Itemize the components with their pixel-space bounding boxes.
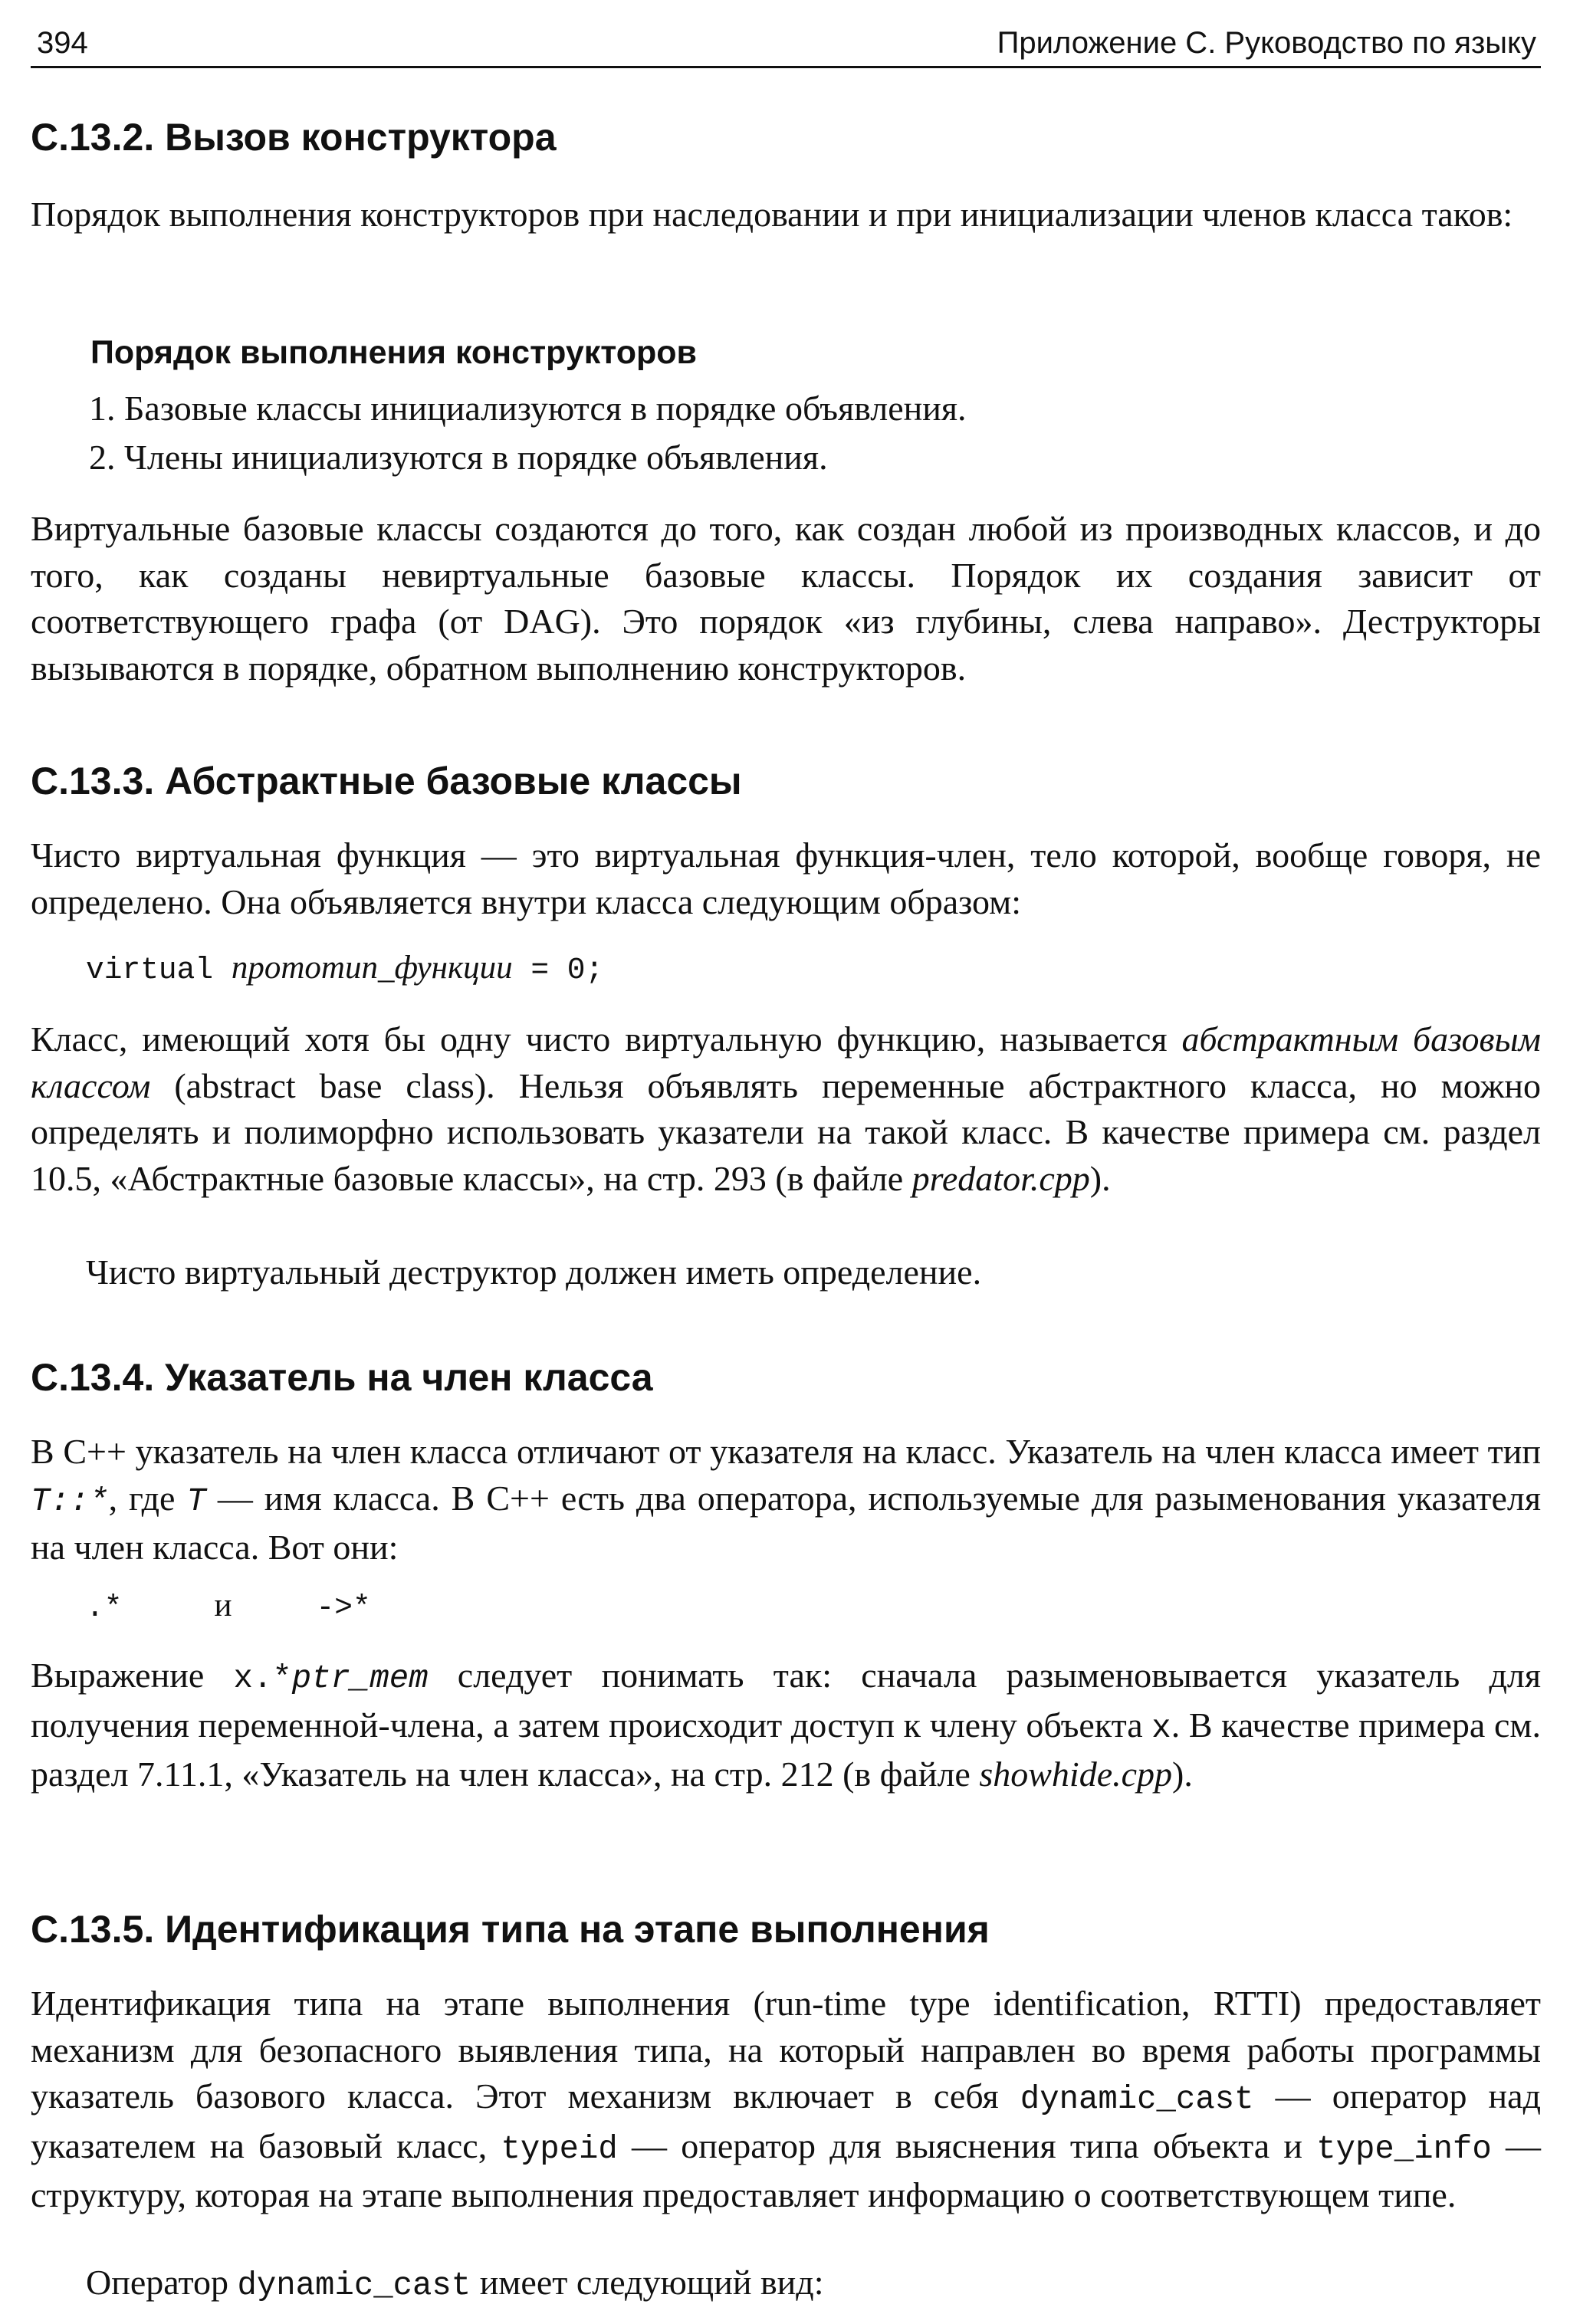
code-member-operators: .* и ->* bbox=[86, 1587, 371, 1625]
section-heading-c13-5: C.13.5. Идентификация типа на этапе выполнения bbox=[31, 1908, 990, 1951]
section-heading-c13-2: C.13.2. Вызов конструктора bbox=[31, 116, 557, 159]
paragraph-virtual-bases: Виртуальные базовые классы создаются до того, как создан любой из производных классов, и до того, как созданы невиртуальные базовые классы. Порядок их создания зависит от соответствующего графа (от DAG). Это порядок «из глубины, слева направо». Деструкторы вызываются в порядке, обратном выполнению конструкторов. bbox=[31, 509, 1541, 688]
code-pure-virtual: virtual прототип_функции = 0; bbox=[86, 950, 604, 987]
box-heading-constructor-order: Порядок выполнения конструкторов bbox=[90, 334, 697, 371]
list-item-1: 1. Базовые классы инициализуются в порядке объявления. bbox=[89, 389, 967, 428]
paragraph-abstract-class: Класс, имеющий хотя бы одну чисто виртуальную функцию, называется абстрактным базовым классом (abstract base class). Нельзя объявлять переменные абстрактного класса, но можно определять и полиморфно использовать указатели на такой класс. В качестве примера см. раздел 10.5, «Абстрактные базовые классы», на стр. 293 (в файле predator.cpp). bbox=[31, 1019, 1541, 1198]
page-number: 394 bbox=[37, 26, 88, 60]
paragraph-constructor-order-intro: Порядок выполнения конструкторов при наследовании и при инициализации членов класса таков: bbox=[31, 195, 1513, 234]
section-heading-c13-4: C.13.4. Указатель на член класса bbox=[31, 1356, 653, 1399]
paragraph-member-pointer: В C++ указатель на член класса отличают от указателя на класс. Указатель на член класса имеет тип T::*, где T — имя класса. В C++ есть два оператора, используемые для разыменования указателя на член класса. Вот они: bbox=[31, 1432, 1541, 1567]
paragraph-pure-virtual: Чисто виртуальная функция — это виртуальная функция-член, тело которой, вообще говоря, не определено. Она объявляется внутри класса следующим образом: bbox=[31, 835, 1541, 921]
paragraph-rtti: Идентификация типа на этапе выполнения (run-time type identification, RTTI) предоставляет механизм для безопасного выявления типа, на который направлен во время работы программы указатель базового класса. Этот механизм включает в себя dynamic_cast — оператор над указателем на базовый класс, typeid — оператор для выяснения типа объекта и type_info — структуру, которая на этапе выполнения предоставляет информацию о соответствующем типе. bbox=[31, 1984, 1541, 2214]
list-item-2: 2. Члены инициализуются в порядке объявления. bbox=[89, 438, 828, 477]
paragraph-pure-virtual-destructor: Чисто виртуальный деструктор должен иметь определение. bbox=[86, 1252, 982, 1292]
paragraph-member-expression: Выражение x.*ptr_mem следует понимать так: сначала разыменовывается указатель для получения переменной-члена, а затем происходит доступ к члену объекта x. В качестве примера см. раздел 7.11.1, «Указатель на член класса», на стр. 212 (в файле showhide.cpp). bbox=[31, 1656, 1541, 1794]
section-heading-c13-3: C.13.3. Абстрактные базовые классы bbox=[31, 760, 742, 803]
paragraph-dynamic-cast: Оператор dynamic_cast имеет следующий вид: bbox=[86, 2263, 824, 2304]
running-title: Приложение C. Руководство по языку bbox=[997, 26, 1536, 60]
page-header bbox=[31, 20, 1541, 68]
